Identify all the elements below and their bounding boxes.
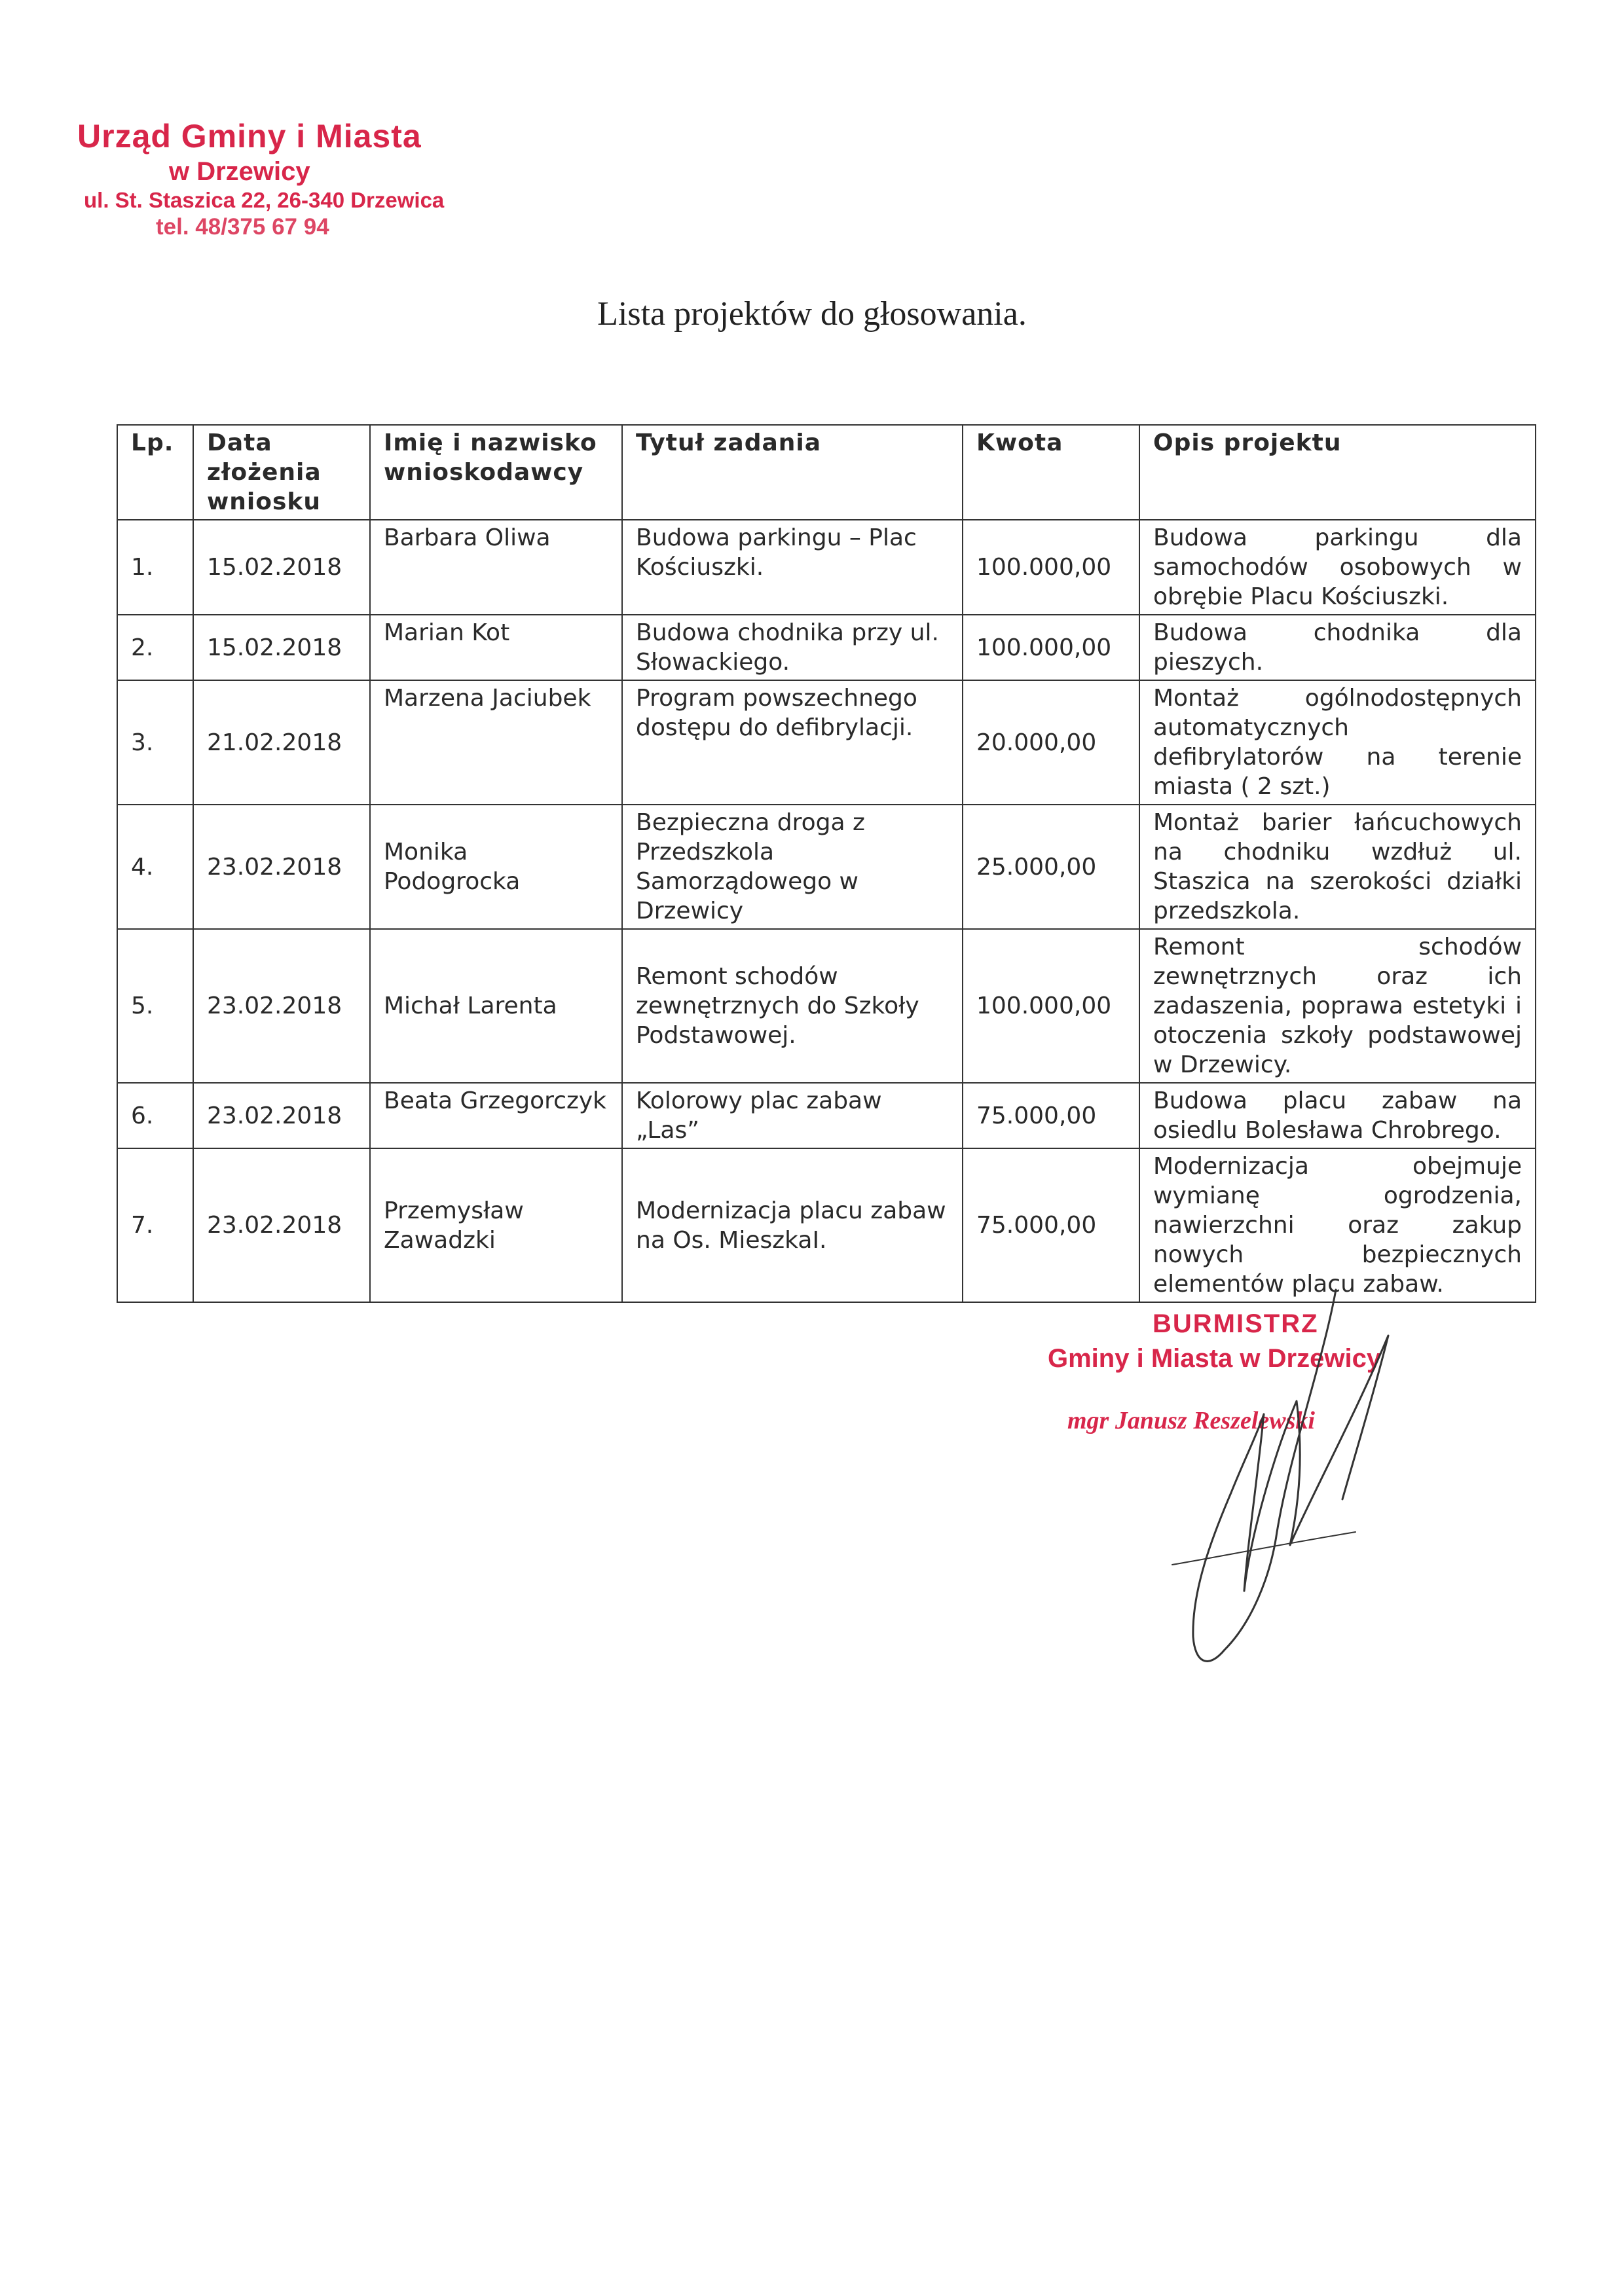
table-row (117, 1083, 1536, 1148)
header-title: Tytuł zadania (622, 425, 963, 520)
cell-lp: 3. (117, 680, 193, 805)
cell-date: 23.02.2018 (193, 1148, 370, 1302)
office-stamp-line2: w Drzewicy (169, 157, 310, 186)
cell-desc: Montaż ogólnodostępnych automatycznych defibrylatorów na terenie miasta ( 2 szt.) (1139, 680, 1536, 805)
office-stamp-line3: ul. St. Staszica 22, 26-340 Drzewica (84, 188, 445, 212)
cell-amount: 20.000,00 (963, 680, 1139, 805)
cell-amount: 25.000,00 (963, 805, 1139, 929)
table-row (117, 1148, 1536, 1302)
cell-lp: 5. (117, 929, 193, 1083)
table-row (117, 805, 1536, 929)
mayor-stamp-line3: mgr Janusz Reszelewski (1067, 1407, 1315, 1434)
cell-desc: Budowa parkingu dla samochodów osobowych w obrębie Placu Kościuszki. (1139, 520, 1536, 615)
cell-desc: Modernizacja obejmuje wymianę ogrodzenia, nawierzchni oraz zakup nowych bezpiecznych elementów placu zabaw. (1139, 1148, 1536, 1302)
cell-date: 15.02.2018 (193, 520, 370, 615)
cell-name: Marian Kot (370, 615, 622, 680)
header-amount: Kwota (963, 425, 1139, 520)
cell-lp: 2. (117, 615, 193, 680)
header-desc: Opis projektu (1139, 425, 1536, 520)
office-stamp (77, 117, 470, 241)
cell-date: 23.02.2018 (193, 929, 370, 1083)
cell-lp: 7. (117, 1148, 193, 1302)
cell-amount: 100.000,00 (963, 520, 1139, 615)
cell-lp: 4. (117, 805, 193, 929)
cell-desc: Montaż barier łańcuchowych na chodniku wzdłuż ul. Staszica na szerokości działki przedszkola. (1139, 805, 1536, 929)
cell-name: Marzena Jaciubek (370, 680, 622, 805)
cell-title: Budowa chodnika przy ul. Słowackiego. (622, 615, 963, 680)
cell-amount: 100.000,00 (963, 929, 1139, 1083)
cell-date: 23.02.2018 (193, 1083, 370, 1148)
cell-title: Budowa parkingu – Plac Kościuszki. (622, 520, 963, 615)
cell-amount: 100.000,00 (963, 615, 1139, 680)
cell-amount: 75.000,00 (963, 1148, 1139, 1302)
cell-desc: Budowa chodnika dla pieszych. (1139, 615, 1536, 680)
header-name: Imię i nazwisko wnioskodawcy (370, 425, 622, 520)
cell-desc: Budowa placu zabaw na osiedlu Bolesława Chrobrego. (1139, 1083, 1536, 1148)
cell-date: 15.02.2018 (193, 615, 370, 680)
cell-name: Beata Grzegorczyk (370, 1083, 622, 1148)
document-title: Lista projektów do głosowania. (597, 295, 1027, 333)
cell-amount: 75.000,00 (963, 1083, 1139, 1148)
cell-title: Bezpieczna droga z Przedszkola Samorządowego w Drzewicy (622, 805, 963, 929)
handwritten-signature (1080, 1283, 1473, 1676)
table-header-row (117, 425, 1536, 520)
cell-desc: Remont schodów zewnętrznych oraz ich zadaszenia, poprawa estetyki i otoczenia szkoły podstawowej w Drzewicy. (1139, 929, 1536, 1083)
header-lp: Lp. (117, 425, 193, 520)
cell-title: Kolorowy plac zabaw „Las” (622, 1083, 963, 1148)
cell-name: Michał Larenta (370, 929, 622, 1083)
cell-title: Modernizacja placu zabaw na Os. MieszkaI. (622, 1148, 963, 1302)
projects-table (117, 424, 1536, 1303)
cell-name: Monika Podogrocka (370, 805, 622, 929)
cell-title: Program powszechnego dostępu do defibrylacji. (622, 680, 963, 805)
cell-lp: 6. (117, 1083, 193, 1148)
table-row (117, 520, 1536, 615)
cell-date: 21.02.2018 (193, 680, 370, 805)
table-row (117, 929, 1536, 1083)
mayor-stamp-line1: BURMISTRZ (1153, 1309, 1319, 1338)
header-date: Data złożenia wniosku (193, 425, 370, 520)
cell-name: Przemysław Zawadzki (370, 1148, 622, 1302)
cell-title: Remont schodów zewnętrznych do Szkoły Podstawowej. (622, 929, 963, 1083)
cell-date: 23.02.2018 (193, 805, 370, 929)
table-row (117, 615, 1536, 680)
cell-lp: 1. (117, 520, 193, 615)
mayor-stamp-line2: Gminy i Miasta w Drzewicy (1048, 1344, 1382, 1373)
cell-name: Barbara Oliwa (370, 520, 622, 615)
office-stamp-line4: tel. 48/375 67 94 (156, 213, 329, 240)
table-row (117, 680, 1536, 805)
office-stamp-line1: Urząd Gminy i Miasta (77, 118, 422, 155)
